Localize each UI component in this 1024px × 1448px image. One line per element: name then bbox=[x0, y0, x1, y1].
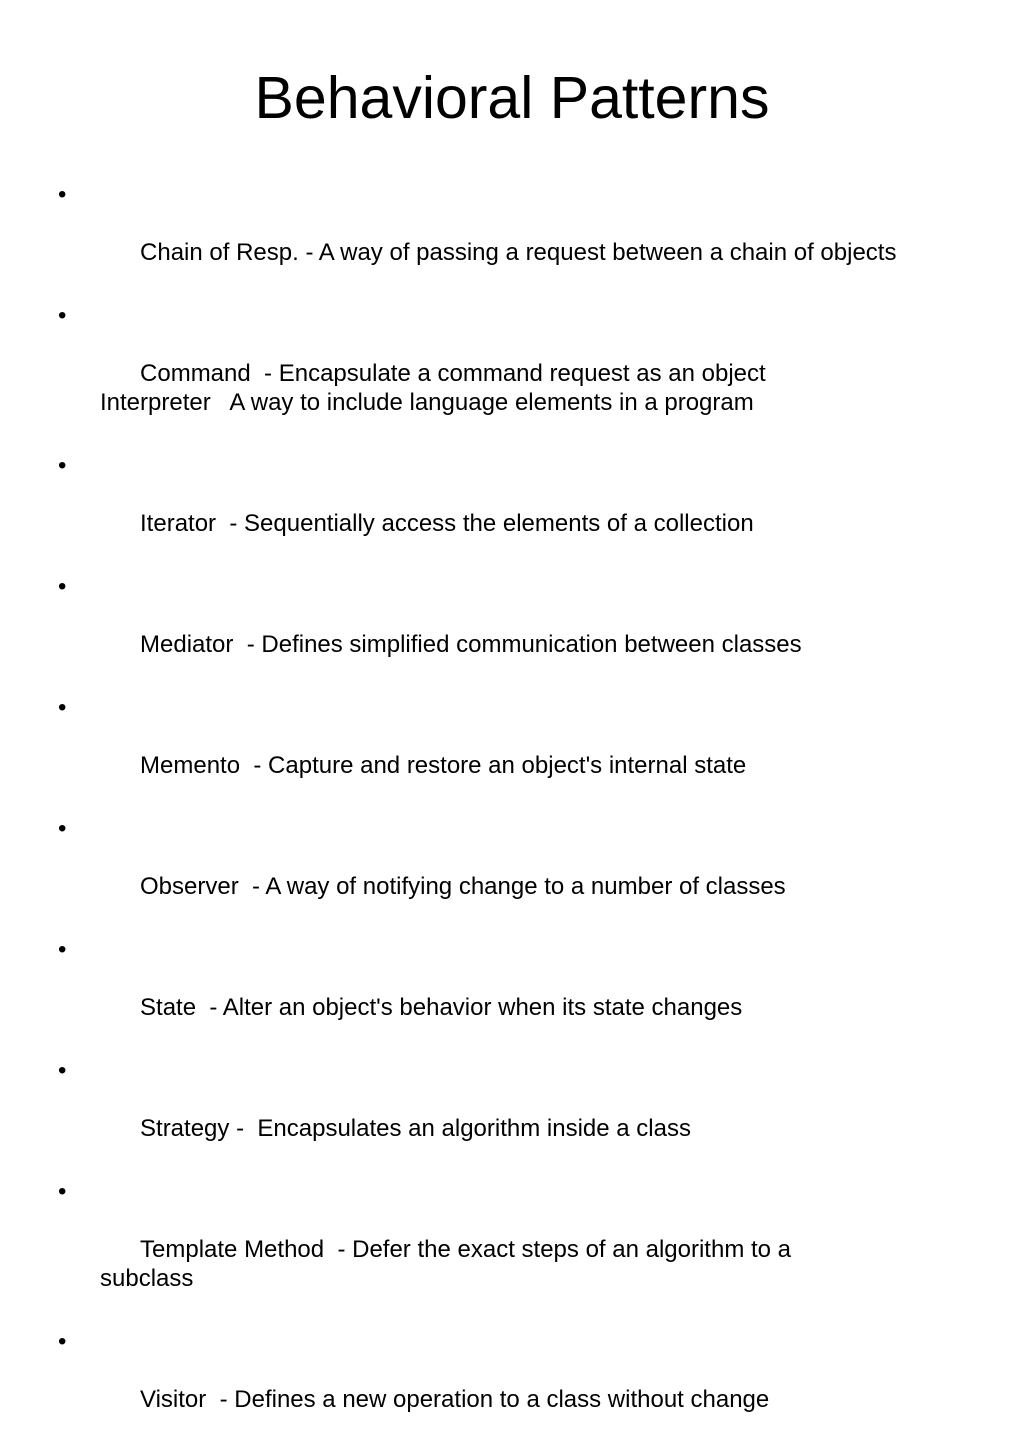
bullet-icon: • bbox=[58, 181, 67, 208]
bullet-icon: • bbox=[58, 1178, 67, 1205]
bullet-icon: • bbox=[58, 815, 67, 842]
list-item-memento bbox=[56, 693, 936, 809]
slide-title: Behavioral Patterns bbox=[254, 65, 770, 131]
bullet-icon: • bbox=[58, 936, 67, 963]
bullet-icon: • bbox=[58, 302, 67, 329]
list-item-visitor bbox=[56, 1327, 936, 1443]
bullet-icon: • bbox=[58, 573, 67, 600]
list-item-text: Observer - A way of notifying change to a number of classes bbox=[140, 873, 786, 900]
list-item-state bbox=[56, 935, 936, 1051]
list-item-iterator bbox=[56, 451, 936, 567]
bullet-list bbox=[56, 180, 936, 1448]
list-item-text: Memento - Capture and restore an object's internal state bbox=[140, 752, 747, 779]
bullet-icon: • bbox=[58, 1057, 67, 1084]
list-item-text: Chain of Resp. - A way of passing a request between a chain of objects bbox=[140, 239, 897, 266]
bullet-icon: • bbox=[58, 452, 67, 479]
list-item-strategy bbox=[56, 1056, 936, 1172]
bullet-icon: • bbox=[58, 694, 67, 721]
bullet-icon: • bbox=[58, 1328, 67, 1355]
list-item-template-method bbox=[56, 1177, 890, 1322]
list-item-observer bbox=[56, 814, 936, 930]
list-item-text: Mediator - Defines simplified communication between classes bbox=[140, 631, 802, 658]
list-item-text: Template Method - Defer the exact steps of an algorithm to a subclass bbox=[100, 1236, 798, 1292]
list-item-text: Visitor - Defines a new operation to a class without change bbox=[140, 1386, 770, 1413]
list-item-text: State - Alter an object's behavior when its state changes bbox=[140, 994, 743, 1021]
list-item-text: Command - Encapsulate a command request as an object Interpreter A way to include language elements in a program bbox=[100, 360, 786, 416]
list-item-command bbox=[56, 301, 890, 446]
list-item-text: Iterator - Sequentially access the elements of a collection bbox=[140, 510, 754, 537]
list-item-chain-of-responsibility bbox=[56, 180, 936, 296]
list-item-mediator bbox=[56, 572, 936, 688]
list-item-text: Strategy - Encapsulates an algorithm inside a class bbox=[140, 1115, 691, 1142]
